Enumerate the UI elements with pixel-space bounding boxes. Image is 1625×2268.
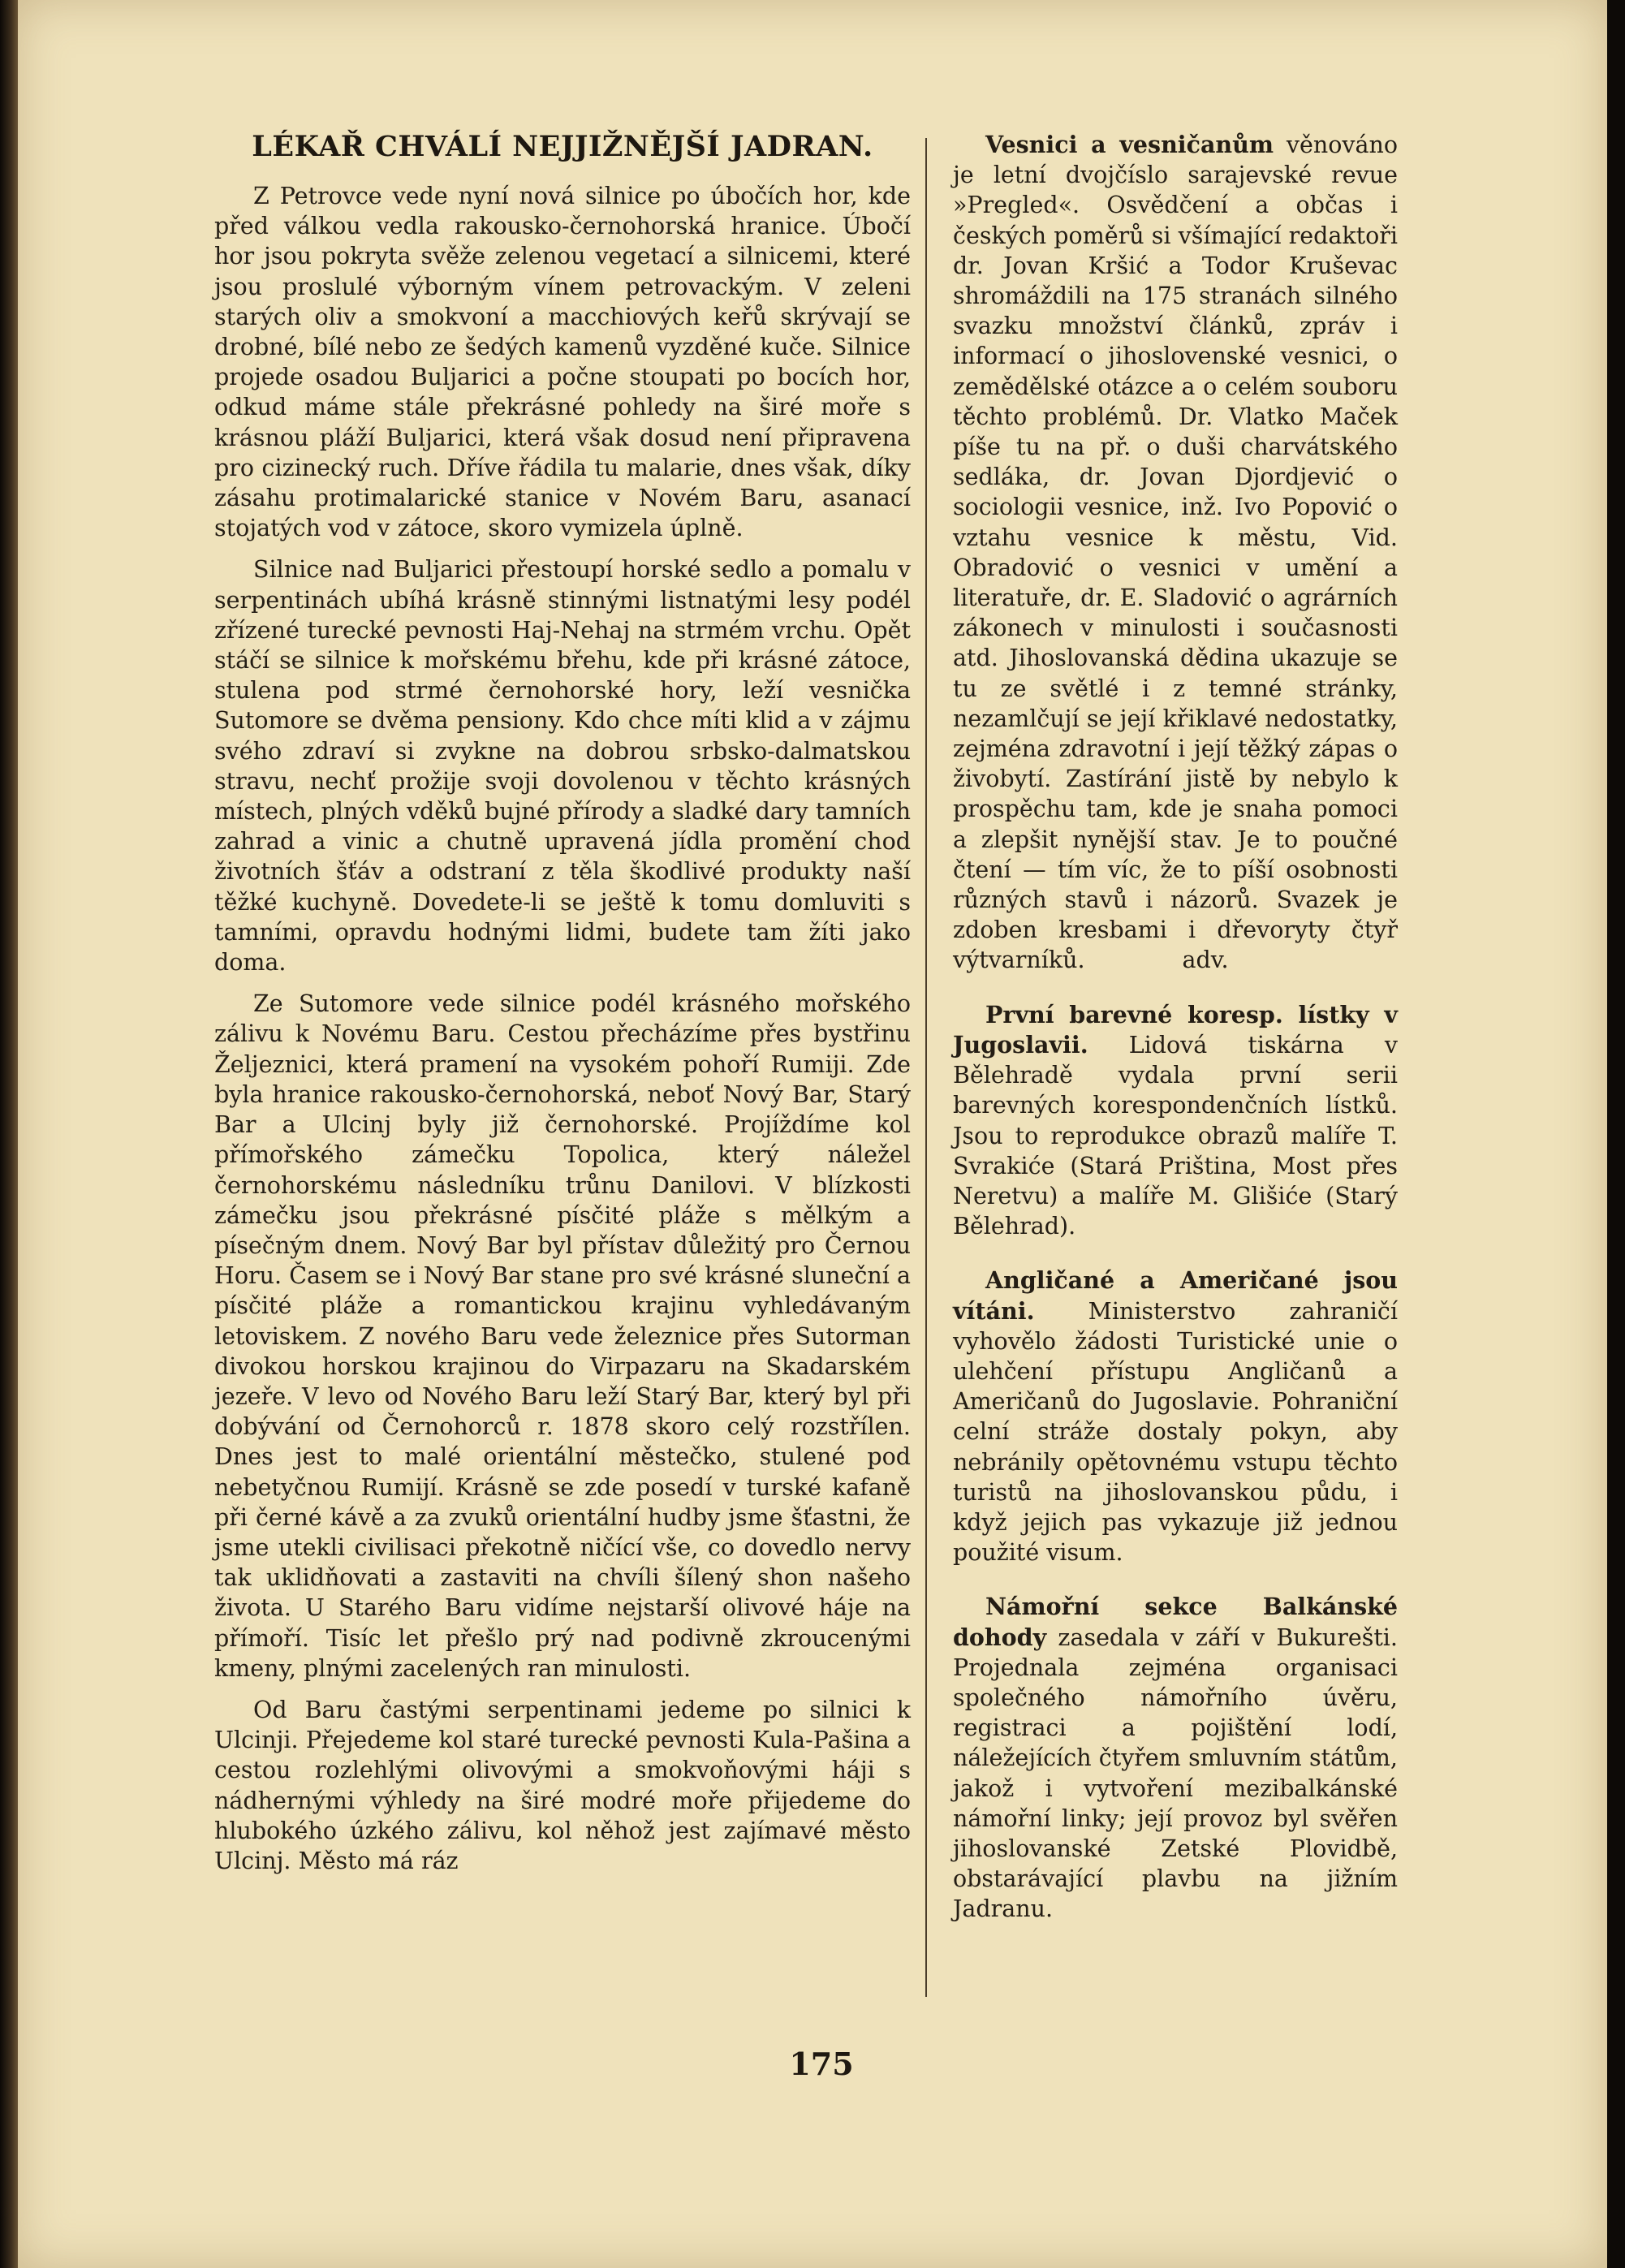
article-paragraph: Od Baru častými serpentinami jedeme po silnici k Ulcinji. Přejedeme kol staré turecké pevnosti Kula-Pašina a cestou rozlehlými olivovými a smokvoňovými háji s nádhernými výhledy na širé modré moře přijedeme do hlubokého úzkého zálivu, kol něhož jest zajímavé město Ulcinj. Město má ráz [214, 1696, 911, 1874]
note-heading: První barevné koresp. lístky v Jugoslavii. [953, 1000, 1398, 1059]
article-paragraph: Z Petrovce vede nyní nová silnice po úbočích hor, kde před válkou vedla rakousko-černohorská hranice. Úbočí hor jsou pokryta svěže zelenou vegetací a silnicemi, které jsou proslulé výborným vínem petrovackým. V zeleni starých oliv a smokvoní a macchiových keřů skrývají se drobné, bílé nebo ze šedých kamenů vyzděné kuče. Silnice projede osadou Buljarici a počne stoupati po bocích hor, odkud máme stále překrásné pohledy na širé moře s krásnou pláží Buljarici, která však dosud není připravena pro cizinecký ruch. Dříve řádila tu malarie, dnes však, díky zásahu protimalarické stanice v Novém Baru, asanací stojatých vod v zátoce, skoro vymizela úplně. [214, 183, 911, 542]
note-text: zasedala v září v Bukurešti. Projednala zejména organisaci společného námořního úvěru, registraci a pojištění lodí, náležejících čtyřem smluvním státům, jakož i vytvoření mezibalkánské námořní linky; její provoz byl svěřen jihoslovanské Zetské Plovidbě, obstarávající plavbu na jižním Jadranu. [953, 1623, 1398, 1923]
note-signature: adv. [1182, 946, 1229, 974]
page-sheet [18, 0, 1607, 2268]
news-note [953, 1266, 1398, 1567]
page-number: 175 [789, 2046, 854, 2082]
scan-background-edge [1607, 0, 1625, 2268]
note-heading: Námořní sekce Balkánské dohody [953, 1593, 1398, 1651]
article-column [214, 130, 911, 1887]
article-paragraph: Ze Sutomore vede silnice podél krásného mořského zálivu k Novému Baru. Cestou přecházíme přes bystřinu Željeznici, která pramení na vysokém pohoří Rumiji. Zde byla hranice rakousko-černohorská, neboť Nový Bar, Starý Bar a Ulcinj byly již černohorské. Projíždíme kol přímořského zámečku Topolica, který náležel černohorskému následníku trůnu Danilovi. V blízkosti zámečku jsou překrásné písčité pláže s mělkým a písečným dnem. Nový Bar byl přístav důležitý pro Černou Horu. Časem se i Nový Bar stane pro své krásné sluneční a písčité pláže a romantickou krajinu vyhledávaným letoviskem. Z nového Baru vede železnice přes Sutorman divokou horskou krajinou do Virpazaru na Skadarském jezeře. V levo od Nového Baru leží Starý Bar, který byl při dobývání od Černohorců r. 1878 skoro celý rozstřílen. Dnes jest to malé orientální městečko, stulené pod nebetyčnou Rumijí. Krásně se zde posedí v turské kafaně při černé kávě a za zvuků orientální hudby jsme šťastni, že jsme utekli civilisaci překotně ničící vše, co dovedlo nervy tak uklidňovati a zastaviti na chvíli šílený shon našeho života. U Starého Baru vidíme nejstarší olivové háje na přímoří. Tisíc let přešlo prý nad podivně zkroucenými kmeny, plnými zacelených ran minulosti. [214, 990, 911, 1682]
article-paragraph: Silnice nad Buljarici přestoupí horské sedlo a pomalu v serpentinách ubíhá krásně stinnými listnatými lesy podél zřízené turecké pevnosti Haj-Nehaj na strmém vrchu. Opět stáčí se silnice k mořskému břehu, kde při krásné zátoce, stulena pod strmé černohorské hory, leží vesnička Sutomore se dvěma pensiony. Kdo chce míti klid a v zájmu svého zdraví si zvykne na dobrou srbsko-dalmatskou stravu, nechť prožije svoji dovolenou v těchto krásných místech, plných vděků bujné přírody a sladké dary tamních zahrad a vinic a chutně upravená jídla promění chod životních šťáv a odstraní z těla škodlivé produkty naší těžké kuchyně. Dovedete-li se ještě k tomu domluviti s tamními, opravdu hodnými lidmi, budete tam žíti jako doma. [214, 556, 911, 977]
book-binding-edge [0, 0, 18, 2268]
article-title: LÉKAŘ CHVÁLÍ NEJJIŽNĚJŠÍ JADRAN. [252, 130, 873, 163]
news-note [953, 1592, 1398, 1924]
note-text: věnováno je letní dvojčíslo sarajevské revue »Pregled«. Osvědčení a občas i českých poměrů si všímající redaktoři dr. Jovan Kršić a Todor Kruševac shromáždili na 175 stranách silného svazku množství článků, zpráv i informací o jihoslovenské vesnici, o zemědělské otázce a o celém souboru těchto problémů. Dr. Vlatko Maček píše tu na př. o duši charvátského sedláka, dr. Jovan Djordjević o sociologii vesnice, inž. Ivo Popović o vztahu vesnice k městu, Vid. Obradović o vesnici v umění a literatuře, dr. E. Sladović o agrárních zákonech v minulosti i současnosti atd. Jihoslovanská dědina ukazuje se tu ze světlé i z temné stránky, nezamlčují se její křiklavé nedostatky, zejména zdravotní i její těžký zápas o živobytí. Zastírání jistě by nebylo k prospěchu tam, kde je snaha pomoci a zlepšit nynější stav. Je to poučné čtení — tím víc, že to píší osobnosti různých stavů i názorů. Svazek je zdoben kresbami i dřevoryty čtyř výtvarníků. [953, 132, 1398, 974]
news-note [953, 1000, 1398, 1242]
notes-column [953, 130, 1398, 1949]
note-text: Ministerstvo zahraničí vyhovělo žádosti Turistické unie o ulehčení přístupu Angličanů a Američanů do Jugoslavie. Pohraniční celní stráže dostaly pokyn, aby nebránily opětovnému vstupu těchto turistů na jihoslovanskou půdu, i když jejich pas vykazuje již jednou použité visum. [953, 1297, 1398, 1567]
note-heading: Vesnici a vesničanům [985, 131, 1274, 158]
note-heading: Angličané a Američané jsou vítáni. [953, 1266, 1398, 1325]
news-note [953, 130, 1398, 976]
note-text: Lidová tiskárna v Bělehradě vydala první serii barevných korespondenčních lístků. Jsou to reprodukce obrazů malíře T. Svrakiće (Stará Priština, Most přes Neretvu) a malíře M. Glišiće (Starý Bělehrad). [953, 1031, 1398, 1240]
column-divider [925, 138, 927, 1997]
